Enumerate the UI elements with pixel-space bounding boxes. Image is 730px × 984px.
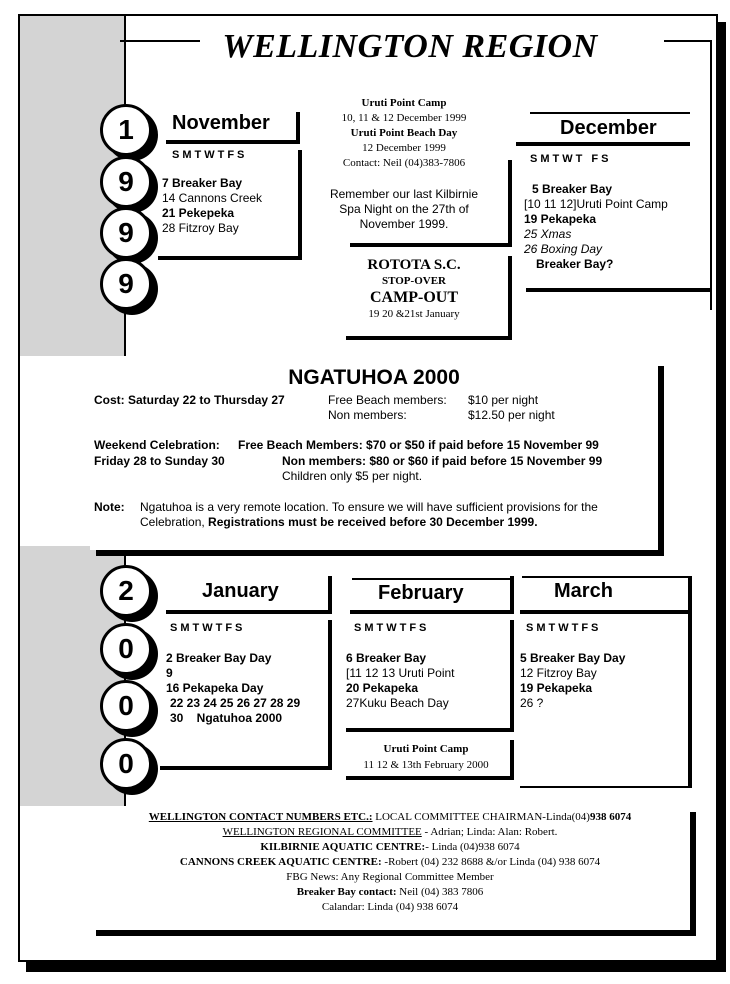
march-top-rule [522, 576, 692, 578]
list-item: 27Kuku Beach Day [346, 696, 449, 710]
year-digit: 9 [118, 268, 134, 299]
november-rule [166, 140, 300, 144]
contact-line [90, 810, 690, 825]
uruti-line: Uruti Point Camp [361, 97, 447, 109]
list-item: 25 Xmas [524, 227, 572, 241]
uruti-line: Contact: Neil (04)383-7806 [342, 157, 466, 169]
year-digit: 9 [118, 166, 134, 197]
january-events [166, 651, 300, 726]
kilbirnie-note-rule [350, 243, 512, 247]
contact-heading: KILBIRNIE AQUATIC CENTRE: [260, 841, 426, 853]
month-february-title: February [378, 582, 464, 604]
rotota-line: ROTOTA S.C. [367, 257, 461, 273]
list-item: 5 Breaker Bay [532, 182, 613, 196]
list-item: 26 ? [520, 696, 544, 710]
uruti-february-notice [346, 741, 506, 773]
uruti-feb-rule [346, 776, 514, 780]
rotota-line: 19 20 &21st January [368, 308, 460, 320]
kilbirnie-note-rule-v [508, 160, 512, 247]
note-line2-b: Registrations must be received before 30 December 1999. [208, 515, 538, 529]
contact-line [90, 855, 690, 870]
contacts-list [90, 810, 690, 915]
list-item: Breaker Bay? [536, 257, 614, 271]
uruti-feb-line: Uruti Point Camp [383, 743, 469, 755]
contact-line: Calandar: Linda (04) 938 6074 [321, 901, 459, 913]
note-line: Remember our last Kilbirnie [329, 187, 479, 201]
january-box-right [328, 620, 332, 768]
list-item: [10 11 12]Uruti Point Camp [524, 197, 668, 211]
november-box-bottom [158, 256, 302, 260]
list-item: [11 12 13 Uruti Point [346, 666, 455, 680]
note-line: November 1999. [359, 217, 449, 231]
month-november-title: November [172, 112, 270, 134]
contact-text: - Adrian; Linda: Alan: Robert. [421, 826, 558, 838]
contact-heading: CANNONS CREEK AQUATIC CENTRE: [179, 856, 382, 868]
title-rule-right [664, 40, 712, 42]
list-item: 2 Breaker Bay Day [166, 651, 272, 665]
contact-heading: WELLINGTON CONTACT NUMBERS ETC.: [148, 811, 373, 823]
list-item: 12 Fitzroy Bay [520, 666, 597, 680]
contact-text: - Linda (04)938 6074 [425, 841, 520, 853]
list-item: 19 Pekapeka [524, 212, 597, 226]
february-box-bottom [346, 728, 514, 732]
uruti-line: Uruti Point Beach Day [350, 127, 458, 139]
year-digit: 0 [118, 748, 134, 779]
list-item: 28 Fitzroy Bay [162, 221, 239, 235]
list-item: 19 Pekapeka [520, 681, 593, 695]
kilbirnie-note [316, 187, 492, 232]
ngatuhoa-title: NGATUHOA 2000 [288, 366, 460, 389]
november-weekdays: SMTWTFS [172, 149, 248, 161]
rotota-line: CAMP-OUT [370, 289, 458, 306]
uruti-line: 12 December 1999 [362, 142, 446, 154]
note-line2-a: Celebration, [140, 515, 209, 529]
uruti-feb-line: 11 12 & 13th February 2000 [363, 759, 489, 771]
march-rule [520, 610, 692, 614]
year-digit-circle [100, 623, 152, 675]
february-events [346, 651, 455, 711]
weekend-dates: Friday 28 to Sunday 30 [94, 454, 225, 468]
march-events [520, 651, 625, 711]
year-digit: 9 [118, 217, 134, 248]
march-box-bottom [520, 786, 692, 788]
note-label: Note: [94, 500, 125, 514]
march-box-right [688, 578, 692, 788]
november-rule-v [296, 112, 300, 144]
year-digit-circle [100, 156, 152, 208]
children-price: Children only $5 per night. [282, 469, 423, 483]
year-digit-circle [100, 104, 152, 156]
rotota-notice [330, 256, 498, 322]
year-digit-circle [100, 207, 152, 259]
list-item: 22 23 24 25 26 27 28 29 [170, 696, 301, 710]
ngatuhoa-fb-price: $10 per night [468, 393, 539, 407]
december-weekdays: SMTWT FS [530, 153, 612, 165]
contact-text: -Robert (04) 232 8688 &/or Linda (04) 938 6074 [381, 856, 601, 868]
ngatuhoa-cost-label: Cost: Saturday 22 to Thursday 27 [94, 393, 285, 407]
year-digit-circle [100, 258, 152, 310]
weekend-line2: Non members: $80 or $60 if paid before 15 November 99 [282, 454, 603, 468]
uruti-line: 10, 11 & 12 December 1999 [341, 112, 467, 124]
list-item: 26 Boxing Day [524, 242, 603, 256]
february-top-rule [352, 578, 512, 580]
list-item: 30 Ngatuhoa 2000 [170, 711, 283, 725]
ngatuhoa-fb-members: Free Beach members: [328, 393, 447, 407]
year-digit-circle [100, 565, 152, 617]
december-events [524, 182, 668, 272]
november-box-right [298, 150, 302, 258]
year-digit-circle [100, 738, 152, 790]
note-line1: Ngatuhoa is a very remote location. To ensure we will have sufficient provisions for the [140, 500, 598, 514]
contact-line: FBG News: Any Regional Committee Member [286, 871, 494, 883]
title-rule-right-down [710, 40, 712, 310]
november-events [162, 176, 262, 236]
year-digit: 1 [118, 114, 134, 145]
rotota-line: STOP-OVER [382, 275, 446, 287]
contact-text: LOCAL COMMITTEE CHAIRMAN-Linda(04) [372, 811, 590, 823]
list-item: 21 Pekepeka [162, 206, 235, 220]
weekend-line1: Free Beach Members: $70 or $50 if paid before 15 November 99 [238, 438, 599, 452]
february-rule-v [510, 576, 514, 614]
month-january-title: January [202, 580, 279, 602]
weekend-label: Weekend Celebration: [94, 438, 220, 452]
december-rule [516, 142, 690, 146]
december-top-rule [530, 112, 690, 114]
february-box-right [510, 620, 514, 730]
february-rule [350, 610, 514, 614]
february-weekdays: SMTWTFS [354, 622, 430, 634]
page-title: WELLINGTON REGION [222, 28, 598, 65]
note-line2 [140, 515, 538, 530]
contact-line [90, 885, 690, 900]
january-rule-v [328, 576, 332, 614]
january-box-bottom [160, 766, 332, 770]
contact-line [90, 840, 690, 855]
january-rule [166, 610, 332, 614]
year-digit: 2 [118, 575, 134, 606]
contact-text: 938 6074 [589, 811, 632, 823]
year-digit-circle [100, 680, 152, 732]
contact-heading: Breaker Bay contact: [296, 886, 397, 898]
march-weekdays: SMTWTFS [526, 622, 602, 634]
december-box-bottom [526, 288, 712, 292]
list-item: 5 Breaker Bay Day [520, 651, 626, 665]
list-item: 7 Breaker Bay [162, 176, 243, 190]
year-digit: 0 [118, 633, 134, 664]
ngatuhoa-non-members: Non members: [328, 408, 407, 422]
ngatuhoa-non-price: $12.50 per night [468, 408, 555, 422]
contact-text: Neil (04) 383 7806 [396, 886, 484, 898]
list-item: 6 Breaker Bay [346, 651, 427, 665]
rotota-rule-v [508, 256, 512, 338]
list-item: 9 [166, 666, 173, 680]
note-line: Spa Night on the 27th of [339, 202, 469, 216]
list-item: 14 Cannons Creek [162, 191, 263, 205]
rotota-rule [346, 336, 512, 340]
uruti-december-notice [318, 96, 490, 171]
list-item: 20 Pekapeka [346, 681, 419, 695]
uruti-feb-rule-v [510, 740, 514, 778]
year-digit: 0 [118, 690, 134, 721]
list-item: 16 Pekapeka Day [166, 681, 264, 695]
january-weekdays: SMTWTFS [170, 622, 246, 634]
month-march-title: March [554, 580, 613, 602]
contact-line [90, 825, 690, 840]
month-december-title: December [560, 117, 657, 139]
contact-heading: WELLINGTON REGIONAL COMMITTEE [222, 826, 422, 838]
